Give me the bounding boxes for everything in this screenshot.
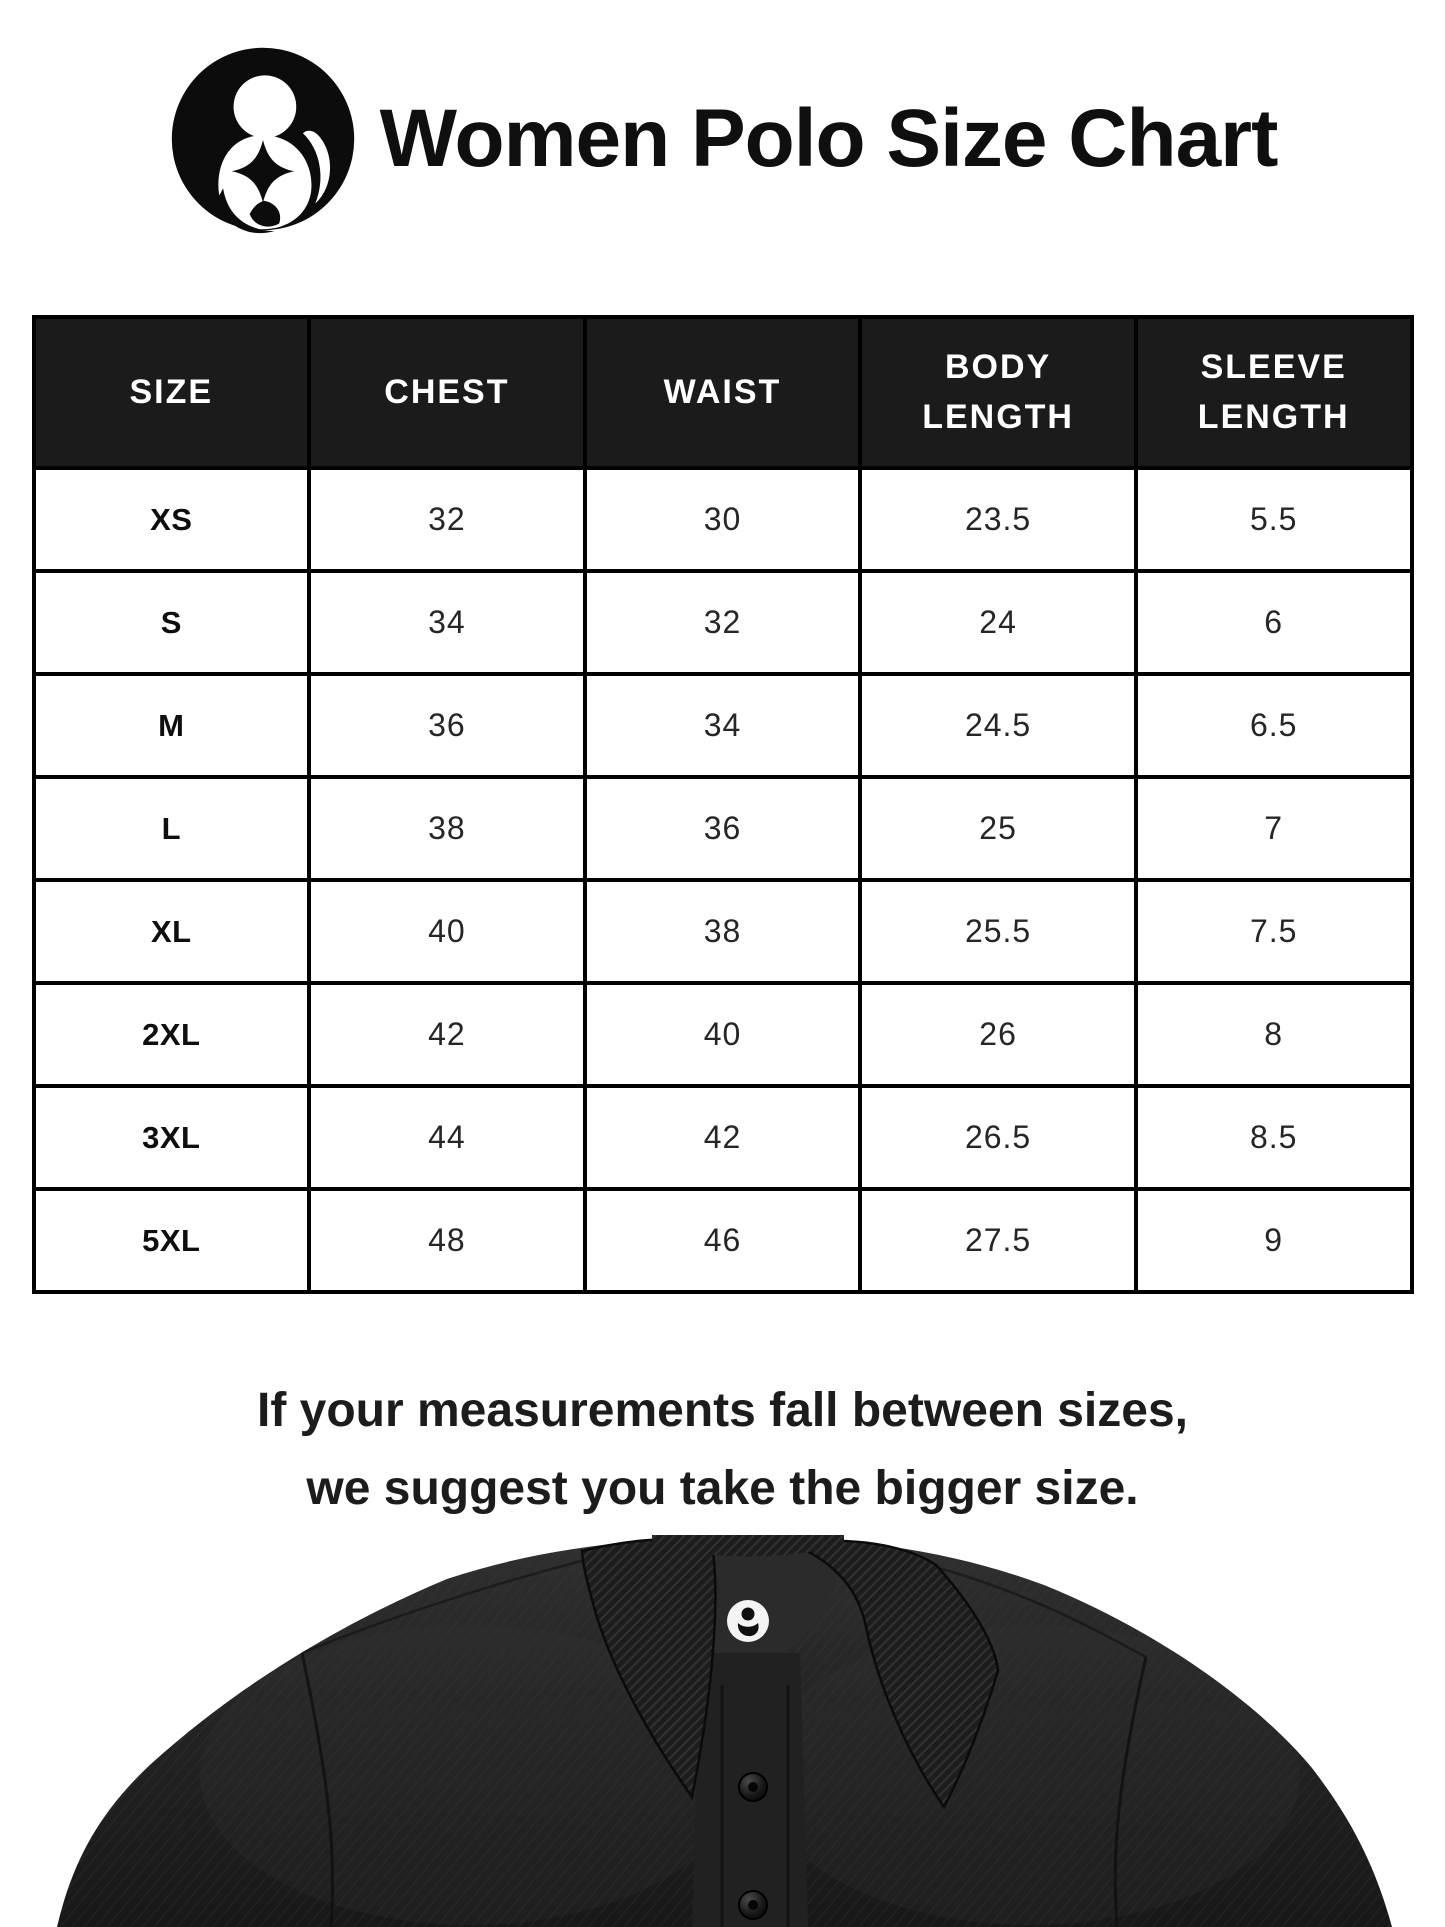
chest-value-cell: 44: [309, 1086, 585, 1189]
chest-value-cell: 36: [309, 674, 585, 777]
size-value-cell: L: [34, 777, 310, 880]
sleeve-length-value-cell: 7.5: [1136, 880, 1412, 983]
table-row: [34, 1086, 1412, 1189]
table-row: [34, 468, 1412, 571]
sleeve-length-value-cell: 5.5: [1136, 468, 1412, 571]
table-header-row: [34, 317, 1412, 468]
size-value-cell: 5XL: [34, 1189, 310, 1292]
sleeve-length-value-cell: 6: [1136, 571, 1412, 674]
column-header-body-length-label: BODY LENGTH: [922, 348, 1074, 436]
body-length-value-cell: 23.5: [860, 468, 1136, 571]
size-value-cell: 3XL: [34, 1086, 310, 1189]
table-row: [34, 1189, 1412, 1292]
table-row: [34, 674, 1412, 777]
sleeve-length-value-cell: 7: [1136, 777, 1412, 880]
waist-value-cell: 38: [585, 880, 861, 983]
column-header-chest: [309, 317, 585, 468]
waist-value-cell: 42: [585, 1086, 861, 1189]
header: [0, 0, 1445, 238]
chest-value-cell: 34: [309, 571, 585, 674]
waist-value-cell: 36: [585, 777, 861, 880]
size-value-cell: 2XL: [34, 983, 310, 1086]
body-length-value-cell: 26.5: [860, 1086, 1136, 1189]
size-value-cell: S: [34, 571, 310, 674]
size-value-cell: XS: [34, 468, 310, 571]
chest-value-cell: 32: [309, 468, 585, 571]
table-row: [34, 880, 1412, 983]
sleeve-length-value-cell: 8.5: [1136, 1086, 1412, 1189]
body-length-value-cell: 24.5: [860, 674, 1136, 777]
waist-value-cell: 32: [585, 571, 861, 674]
body-length-value-cell: 27.5: [860, 1189, 1136, 1292]
sleeve-length-value-cell: 6.5: [1136, 674, 1412, 777]
column-header-waist-label: WAIST: [663, 372, 782, 411]
polo-shirt-photo: [0, 1535, 1445, 1927]
table-row: [34, 983, 1412, 1086]
sizing-note: [0, 1372, 1445, 1528]
column-header-sleeve-length: [1136, 317, 1412, 468]
chest-value-cell: 42: [309, 983, 585, 1086]
body-length-value-cell: 26: [860, 983, 1136, 1086]
waist-value-cell: 40: [585, 983, 861, 1086]
body-length-value-cell: 25.5: [860, 880, 1136, 983]
size-value-cell: XL: [34, 880, 310, 983]
sizing-note-line1: If your measurements fall between sizes,: [256, 1384, 1188, 1437]
column-header-body-length: [860, 317, 1136, 468]
brand-logo-icon: [168, 44, 358, 234]
chest-value-cell: 38: [309, 777, 585, 880]
waist-value-cell: 46: [585, 1189, 861, 1292]
waist-value-cell: 30: [585, 468, 861, 571]
waist-value-cell: 34: [585, 674, 861, 777]
column-header-waist: [585, 317, 861, 468]
column-header-chest-label: CHEST: [384, 372, 510, 411]
sleeve-length-value-cell: 8: [1136, 983, 1412, 1086]
page-title: Women Polo Size Chart: [379, 93, 1278, 184]
body-length-value-cell: 24: [860, 571, 1136, 674]
column-header-size-label: SIZE: [129, 372, 214, 411]
size-value-cell: M: [34, 674, 310, 777]
sizing-note-line2: we suggest you take the bigger size.: [306, 1462, 1139, 1515]
size-chart-table: [32, 315, 1414, 1294]
chest-value-cell: 40: [309, 880, 585, 983]
table-row: [34, 571, 1412, 674]
column-header-size: [34, 317, 310, 468]
sleeve-length-value-cell: 9: [1136, 1189, 1412, 1292]
chest-value-cell: 48: [309, 1189, 585, 1292]
body-length-value-cell: 25: [860, 777, 1136, 880]
table-row: [34, 777, 1412, 880]
column-header-sleeve-length-label: SLEEVE LENGTH: [1197, 348, 1350, 436]
